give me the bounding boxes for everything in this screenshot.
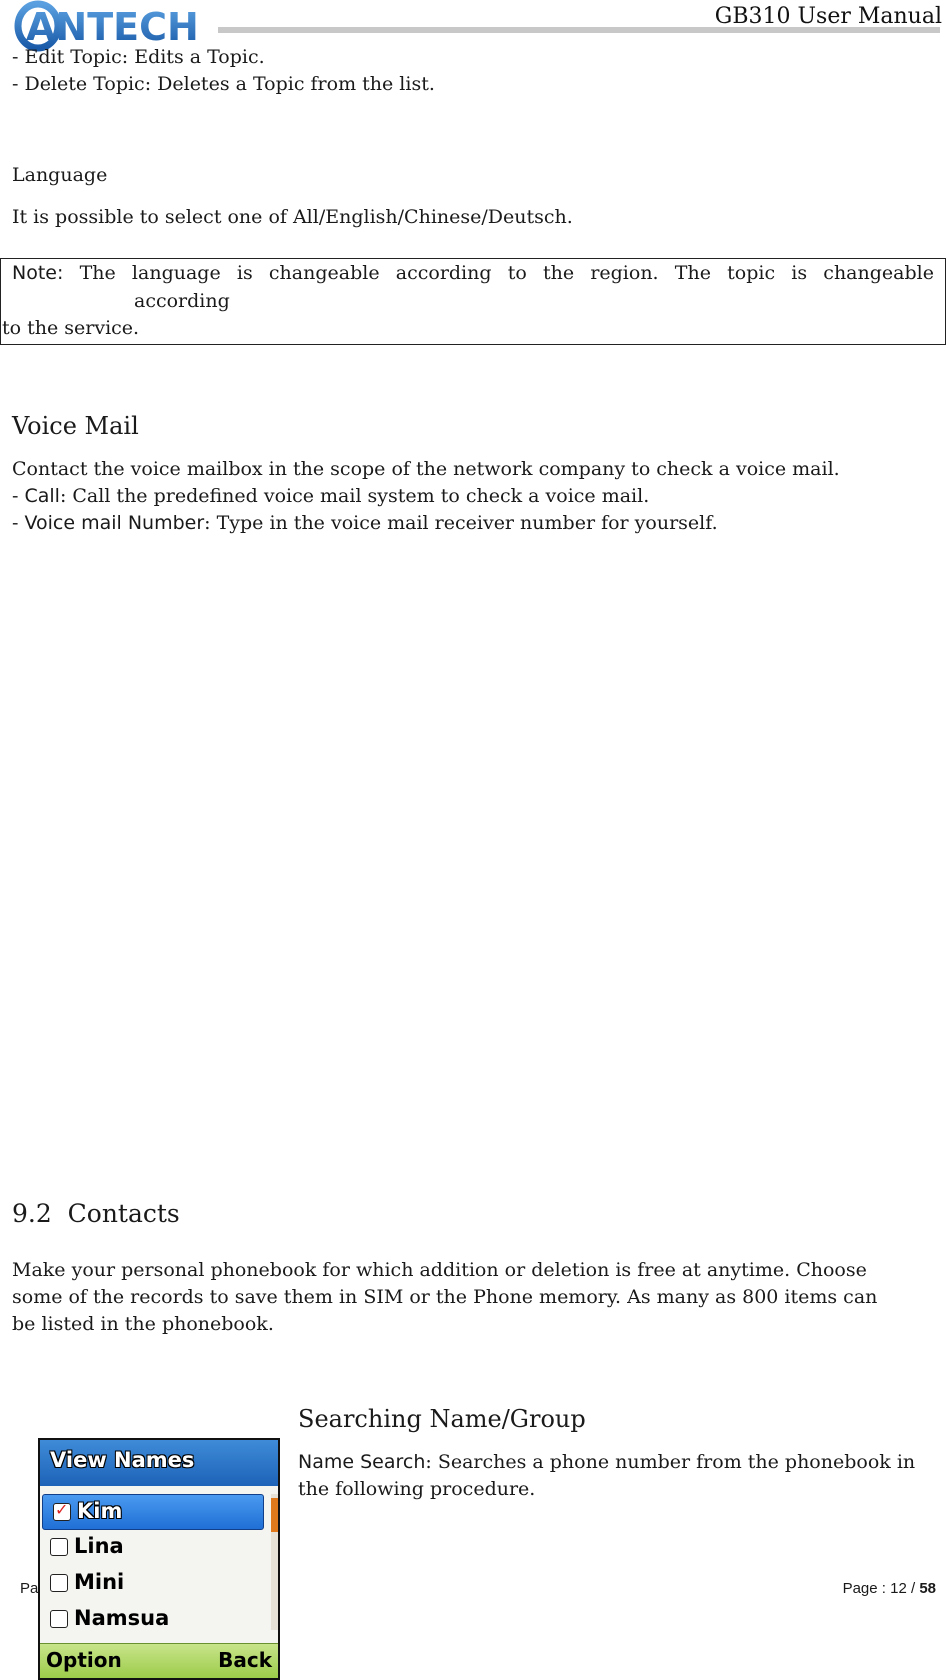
- note-line3: to the service.: [2, 317, 140, 339]
- phone-softkey-bar: [40, 1643, 278, 1678]
- page-number: [843, 1580, 936, 1597]
- note-word: The: [79, 262, 116, 284]
- note-word: changeable: [268, 262, 380, 284]
- name-search-label: Name Search: [298, 1451, 426, 1473]
- phone-scroll-thumb[interactable]: [271, 1498, 278, 1532]
- voice-mail-body: Contact the voice mailbox in the scope of the network company to check a voice mail.: [12, 458, 840, 480]
- manual-title: GB310 User Manual: [714, 4, 942, 29]
- searching-heading: Searching Name/Group: [298, 1405, 586, 1433]
- contact-name: Kim: [77, 1499, 123, 1523]
- checkbox-checked-icon[interactable]: ✓: [53, 1503, 71, 1521]
- voice-mail-number-line: [12, 510, 718, 537]
- page-prefix: Page : 12 /: [842, 1580, 920, 1597]
- footer-left: Pa: [20, 1580, 39, 1597]
- call-text: : Call the predefined voice mail system to check a voice mail.: [59, 485, 650, 507]
- name-search-line2: the following procedure.: [298, 1478, 536, 1500]
- phone-title: View Names: [50, 1448, 195, 1472]
- contact-name: Mini: [74, 1570, 125, 1594]
- edit-topic-text: - Edit Topic: Edits a Topic.: [12, 46, 265, 68]
- note-word: The: [674, 262, 711, 284]
- voice-mail-number-label: Voice mail Number: [24, 512, 205, 534]
- contact-name: Lina: [74, 1534, 124, 1558]
- language-heading: Language: [12, 164, 108, 186]
- name-search-text: : Searches a phone number from the phonebook in: [425, 1451, 916, 1473]
- contacts-heading: 9.2 Contacts: [12, 1199, 180, 1228]
- note-word: according: [395, 262, 492, 284]
- voice-mail-call-line: [12, 483, 649, 510]
- checkbox-icon[interactable]: [50, 1538, 68, 1556]
- note-word: the: [543, 262, 575, 284]
- note-word: is: [791, 262, 808, 284]
- bullet-prefix: -: [12, 485, 25, 507]
- voice-mail-heading: Voice Mail: [12, 412, 139, 440]
- note-line1: [12, 262, 934, 284]
- note-word: is: [236, 262, 253, 284]
- phone-screen: [38, 1438, 280, 1680]
- contacts-line2: some of the records to save them in SIM or the Phone memory. As many as 800 items can: [12, 1286, 878, 1308]
- option-softkey[interactable]: Option: [46, 1648, 122, 1672]
- page-total: 58: [919, 1580, 936, 1597]
- contact-name: Namsua: [74, 1606, 170, 1630]
- note-line2: according: [134, 290, 230, 312]
- contacts-line1: Make your personal phonebook for which addition or deletion is free at anytime. Choose: [12, 1259, 867, 1281]
- name-search-line: [298, 1449, 915, 1476]
- phone-contact-item[interactable]: [40, 1602, 266, 1638]
- phone-contact-item[interactable]: [40, 1530, 266, 1566]
- contacts-line3: be listed in the phonebook.: [12, 1313, 274, 1335]
- call-label: Call: [24, 485, 60, 507]
- delete-topic-text: - Delete Topic: Deletes a Topic from the list.: [12, 73, 435, 95]
- checkbox-icon[interactable]: [50, 1610, 68, 1628]
- note-word: language: [131, 262, 221, 284]
- phone-contact-item[interactable]: [42, 1494, 264, 1530]
- note-word: region.: [590, 262, 659, 284]
- bullet-prefix: -: [12, 512, 25, 534]
- voice-mail-number-text: : Type in the voice mail receiver number for yourself.: [204, 512, 718, 534]
- phone-contact-list: [40, 1494, 266, 1638]
- note-word: topic: [727, 262, 776, 284]
- note-word: to: [507, 262, 527, 284]
- back-softkey[interactable]: Back: [218, 1648, 272, 1672]
- checkbox-icon[interactable]: [50, 1574, 68, 1592]
- note-word: changeable: [823, 262, 934, 284]
- phone-contact-item[interactable]: [40, 1566, 266, 1602]
- language-body: It is possible to select one of All/English/Chinese/Deutsch.: [12, 206, 573, 228]
- phone-title-bar: [40, 1440, 278, 1486]
- note-label: Note:: [12, 262, 64, 284]
- svg-text:ANTECH: ANTECH: [26, 5, 199, 49]
